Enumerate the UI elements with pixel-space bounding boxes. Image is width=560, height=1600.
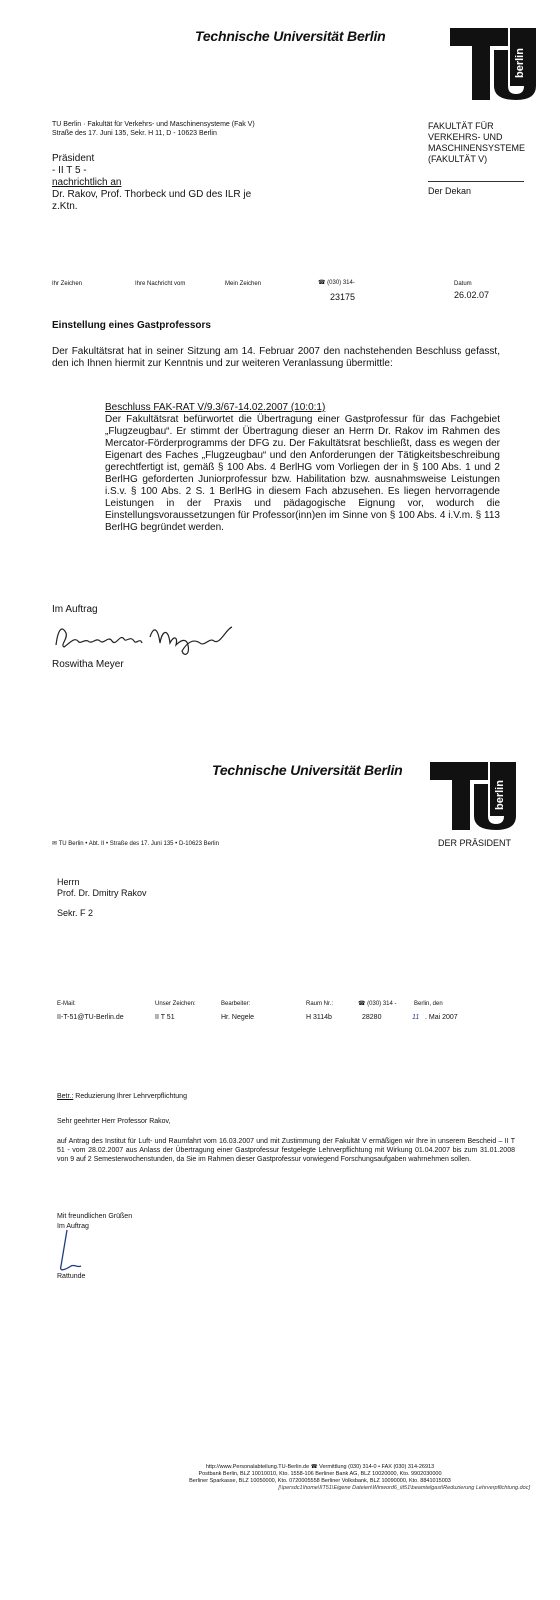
phone-label: ☎ (030) 314- [318,280,355,286]
raum-value: H 3114b [306,1014,332,1021]
resolution-text: Der Fakultätsrat befürwortet die Übertragung einer Gastprofessur für das Fachgebiet „Flugzeugbau“. Er stimmt der Übertragung dieser an Herrn Dr. Rakov im Rahmen des Mercator-Förderprogramms der DFG zu. Der Fakultätsrat beschließt, dass es wegen der Eigenart des Faches „Flugzeugbau“ und den Anforderungen der Tätigkeitsbeschreibung gerechtfertigt ist, gemäß § 100 Abs. 4 BerlHG vom Vorliegen der in § 100 Abs. 1 und 2 BerlHG geforderten Juniorprofessur bzw. Habilitation bzw. ausnahmsweise Leistungen i.S.v. § 100 Abs. 2 S. 1 BerlHG in diesem Fach abzusehen. Es liegen hervorragende Leistungen in der Praxis und pädagogische Eignung vor, wodurch die Einstellungsvoraussetzungen für Professor(inn)en im Sinne von § 100 Abs. 4 i.V.m. § 113 BerlHG begründet werden. [105,414,500,533]
signature-rattunde [55,1226,105,1276]
closing: Mit freundlichen Grüßen [57,1213,133,1220]
ihre-nachricht-label: Ihre Nachricht vom [135,281,186,287]
email-label: E-Mail: [57,1001,76,1007]
recipient-line: Prof. Dr. Dmitry Rakov [57,888,147,898]
sender-line-1: TU Berlin · Fakultät für Verkehrs- und Maschinensysteme (Fak V) [52,121,255,128]
recipient-block [52,153,312,213]
footer-line: http://www.Personalabteilung.TU-Berlin.de ☎ Vermittlung (030) 314-0 • FAX (030) 314-26913 [205,1464,435,1470]
date-value: 26.02.07 [454,290,490,300]
sender-line-2: Straße des 17. Juni 135, Sekr. H 11, D - 10623 Berlin [52,130,217,137]
president-label: DER PRÄSIDENT [438,838,512,848]
faculty-line: FAKULTÄT FÜR [428,121,494,131]
logo-word: berlin [494,780,506,810]
university-name: Technische Universität Berlin [212,762,403,778]
ihr-zeichen-label: Ihr Zeichen [52,281,83,287]
subject: Einstellung eines Gastprofessors [52,320,211,331]
im-auftrag: Im Auftrag [52,604,98,615]
unser-zeichen-value: II T 51 [155,1014,175,1021]
phone-extension: 23175 [330,292,356,302]
subject-text: Reduzierung Ihrer Lehrverpflichtung [73,1093,187,1100]
unser-zeichen-label: Unser Zeichen: [155,1001,196,1007]
tu-logo [426,758,518,832]
footer-line: Postbank Berlin, BLZ 10010010, Kto. 1558-106 Berliner Bank AG, BLZ 10020000, Kto. 9902030000 [198,1471,442,1477]
sender-line: ✉ TU Berlin • Abt. II • Straße des 17. Juni 135 • D-10623 Berlin [52,841,219,847]
recipient-line: - II T 5 - [52,165,87,176]
faculty-line: (FAKULTÄT V) [428,154,488,164]
bearbeiter-value: Hr. Negele [221,1014,255,1021]
raum-label: Raum Nr.: [306,1001,334,1007]
salutation: Sehr geehrter Herr Professor Rakov, [57,1118,171,1125]
subject-line [57,1092,187,1101]
tu-logo [446,24,538,102]
date-rest: . Mai 2007 [425,1014,458,1021]
signer-name: Rattunde [57,1273,86,1280]
recipient-line: Herrn [57,877,80,887]
recipient-line: Dr. Rakov, Prof. Thorbeck und GD des ILR je [52,189,252,200]
phone-value: 28280 [362,1014,382,1021]
bearbeiter-label: Bearbeiter: [221,1001,251,1007]
footer-file-path: [\\persdc1\home\IIT51\Eigene Dateien\Winword6_iit51\beamtelgast\Reduzierung Lehrverpflichtung.doc] [278,1485,530,1491]
date-label: Berlin, den [414,1001,443,1007]
subject-prefix: Betr.: [57,1093,74,1100]
email-value: II-T-51@TU-Berlin.de [57,1014,124,1021]
date-label: Datum [454,281,472,287]
recipient-line: Präsident [52,153,95,164]
recipient-line: Sekr. F 2 [57,908,94,918]
footer-line: Berliner Sparkasse, BLZ 10050000, Kto. 0720005558 Berliner Volksbank, BLZ 10090000, Kto. 8841015003 [189,1478,451,1484]
footer [110,1464,530,1492]
divider [428,181,524,182]
recipient-line: z.Ktn. [52,201,78,212]
signer-name: Roswitha Meyer [52,659,124,670]
intro-paragraph: Der Fakultätsrat hat in seiner Sitzung am 14. Februar 2007 den nachstehenden Beschluss gefasst, den ich Ihnen hiermit zur Kenntnis und zur weiteren Veranlassung übermittle: [52,346,500,369]
logo-word: berlin [514,48,526,78]
mein-zeichen-label: Mein Zeichen [225,281,262,287]
resolution-title: Beschluss FAK-RAT V/9.3/67-14.02.2007 (10:0:1) [105,402,326,413]
faculty-line: VERKEHRS- UND [428,132,503,142]
date-day-handwritten: 11 [412,1014,420,1021]
university-name: Technische Universität Berlin [195,28,386,44]
dean-label: Der Dekan [428,186,472,196]
phone-label: ☎ (030) 314 - [358,1001,397,1007]
recipient-block [57,877,317,919]
body-paragraph: auf Antrag des Institut für Luft- und Raumfahrt vom 16.03.2007 und mit Zustimmung der Fakultät V ermäßigen wir Ihre in unserem Bescheid – II T 51 - vom 28.02.2007 aus Anlass der Übertragung einer Gastprofessur festgelegte Lehrverpflichtung mit Wirkung 01.04.2007 bis zum 31.01.2008 von 9 auf 2 Semesterwochenstunden, da Sie im Rahmen dieser Gastprofessur vorwiegend Forschungsaufgaben wahrnehmen sollen. [57,1138,515,1163]
faculty-block [428,121,548,165]
faculty-line: MASCHINENSYSTEME [428,143,526,153]
recipient-line: nachrichtlich an [52,177,122,188]
im-auftrag: Im Auftrag [57,1223,89,1230]
signature-meyer [50,615,250,659]
